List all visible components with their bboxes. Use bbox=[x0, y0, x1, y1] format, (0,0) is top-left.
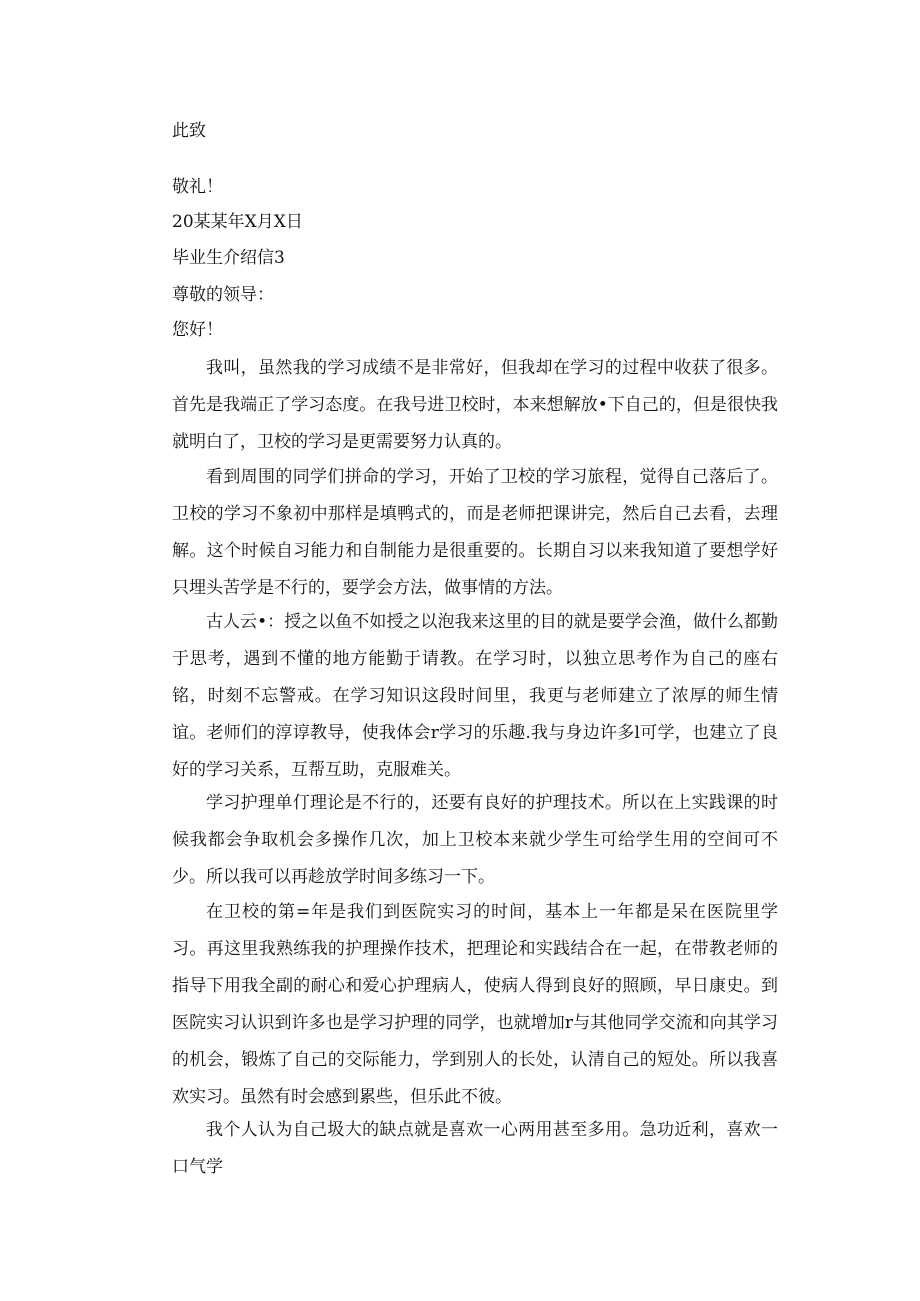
letter-greeting: 您好！ bbox=[172, 320, 223, 340]
letter-salutation: 尊敬的领导： bbox=[172, 285, 274, 305]
body-paragraph-2: 看到周围的同学们拼命的学习，开始了卫校的学习旅程，觉得自己落后了。卫校的学习不象初中那样是填鸭式的，而是老师把课讲完，然后自己去看，去理解。这个时候自习能力和自制能力是很重要的。长期自习以来我知道了要想学好只埋头苦学是不行的，要学会方法，做事情的方法。 bbox=[172, 467, 778, 598]
letter-date: 20某某年X月X日 bbox=[172, 212, 303, 232]
body-paragraph-1: 我叫，虽然我的学习成绩不是非常好，但我却在学习的过程中收获了很多。首先是我端正了学习态度。在我号进卫校时，本来想解放•下自己的，但是很快我就明白了，卫校的学习是更需要努力认真的。 bbox=[172, 358, 778, 452]
body-paragraph-3: 古人云•：授之以鱼不如授之以泡我来这里的目的就是要学会渔，做什么都勤于思考，遇到不懂的地方能勤于请教。在学习时，以独立思考作为自己的座右铭，时刻不忘警戒。在学习知识这段时间里，我更与老师建立了浓厚的师生情谊。老师们的淳谆教导，使我体会r学习的乐趣.我与身边许多l可学，也建立了良好的学习关系，互帮互助，克服难关。 bbox=[172, 612, 778, 780]
closing-line-1: 此致 bbox=[172, 121, 206, 141]
body-paragraph-4: 学习护理单仃理论是不行的，还要有良好的护理技术。所以在上实践课的时候我都会争取机会多操作几次，加上卫校本来就少学生可给学生用的空间可不少。所以我可以再趁放学时间多练习一下。 bbox=[172, 793, 778, 887]
letter-title: 毕业生介绍信3 bbox=[172, 248, 285, 268]
body-paragraph-6: 我个人认为自己圾大的缺点就是喜欢一心两用甚至多用。急功近利，喜欢一口气学 bbox=[172, 1120, 778, 1177]
body-paragraph-5: 在卫校的第=年是我们到医院实习的时间，基本上一年都是呆在医院里学习。再这里我熟练我的护理操作技术，把理论和实践结合在一起，在带教老师的指导下用我全副的耐心和爱心护理病人，使病人得到良好的照顾，早日康史。到医院实习认识到许多也是学习护理的同学，也就增加r与其他同学交流和向其学习的机会，锻炼了自己的交际能力，学到别人的长处，认清自己的短处。所以我喜欢实习。虽然有时会感到累些，但乐此不彼。 bbox=[172, 902, 778, 1107]
closing-line-2: 敬礼！ bbox=[172, 177, 223, 197]
